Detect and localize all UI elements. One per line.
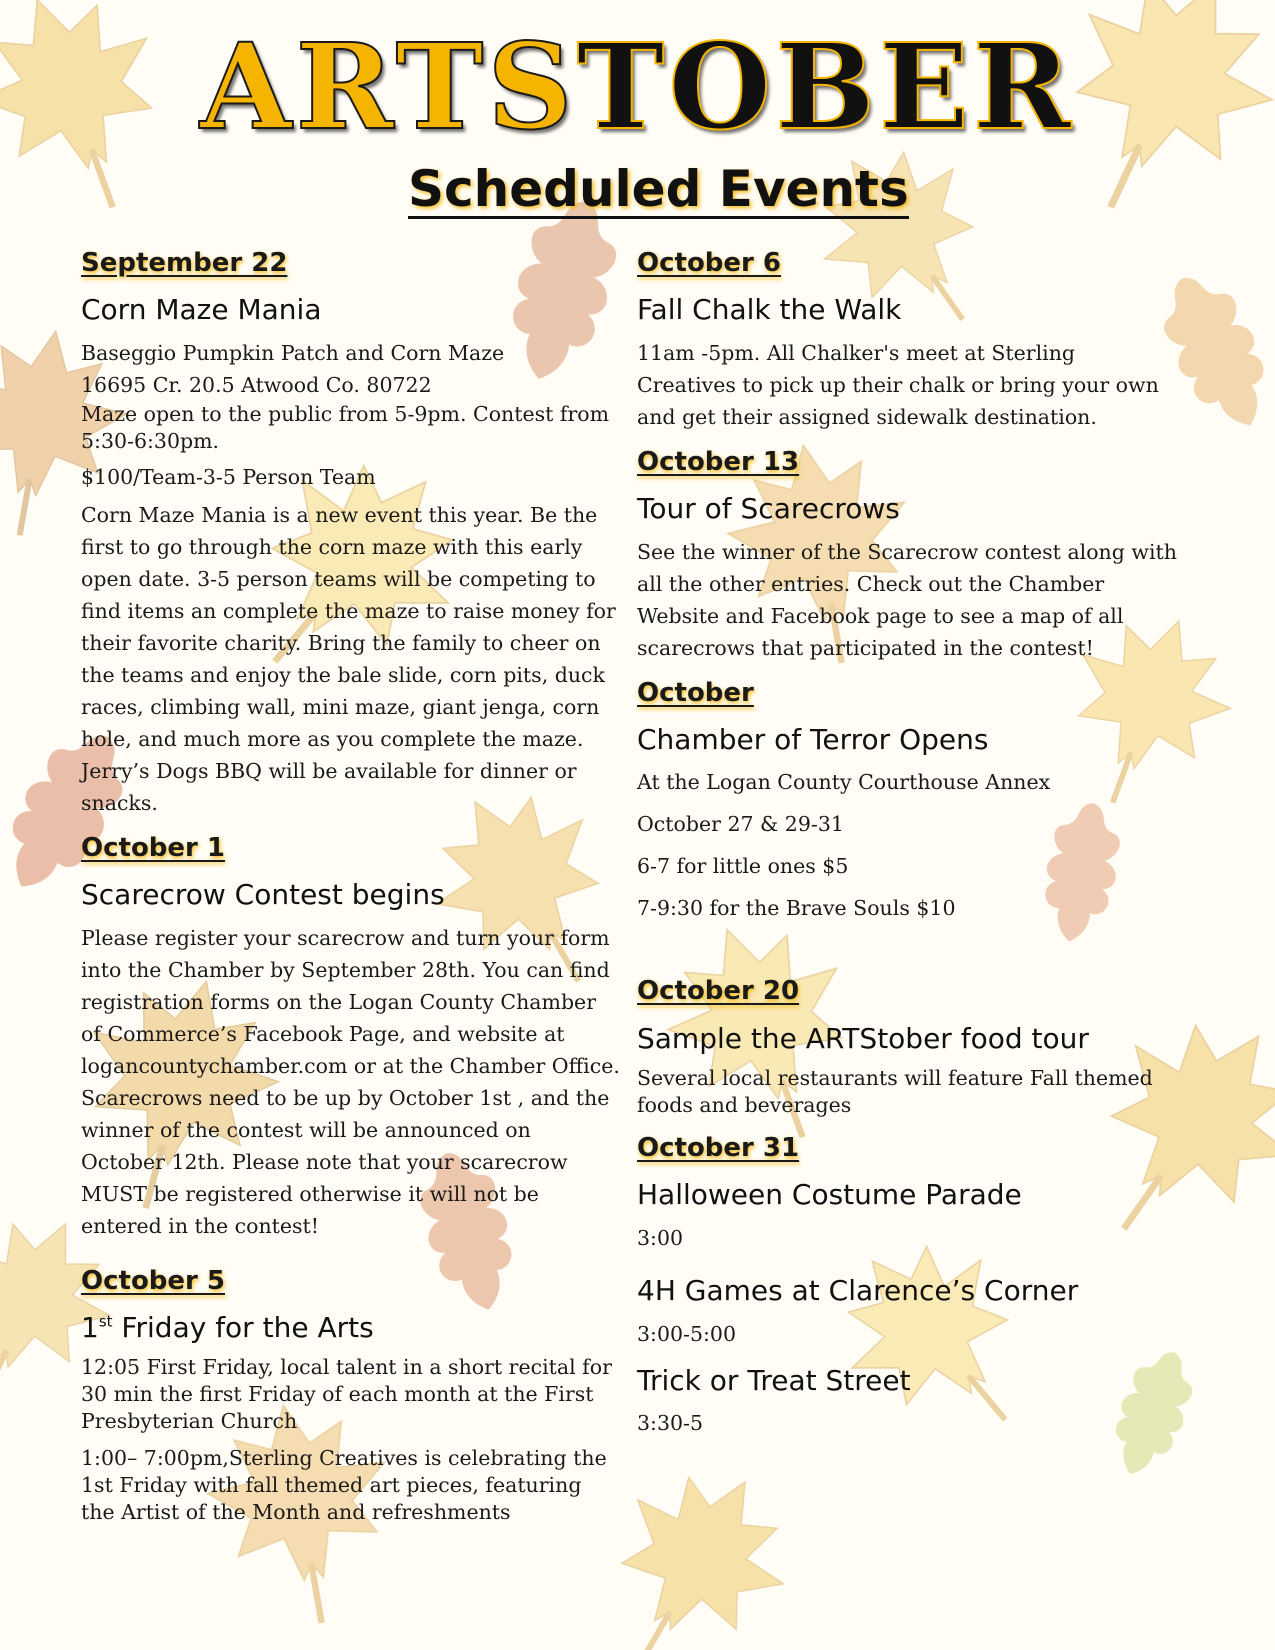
title-part-gold: ARTS <box>200 17 577 156</box>
date-heading: October 20 <box>637 976 800 1007</box>
event-price-adults: 7-9:30 for the Brave Souls $10 <box>637 896 956 921</box>
event-detail: 1:00– 7:00pm,Sterling Creatives is celebrating the 1st Friday with fall themed art pieces, featuring the Artist of the Month and refreshments <box>81 1446 607 1525</box>
event-title-rest: Friday for the Arts <box>112 1310 374 1344</box>
event-description: See the winner of the Scarecrow contest along with all the other entries. Check out the Chamber Website and Facebook page to see a map of all scarecrows that participated in the contest! <box>637 539 1177 660</box>
section-october-13 <box>637 447 1177 664</box>
event-description: 11am -5pm. All Chalker's meet at Sterling Creatives to pick up their chalk or bring your own and get their assigned sidewalk destination. <box>637 340 1159 429</box>
event-time: 3:00-5:00 <box>637 1321 736 1346</box>
event-title: Fall Chalk the Walk <box>637 293 902 327</box>
event-title-ordinal: st <box>98 1312 113 1331</box>
section-october-6 <box>637 248 1177 433</box>
event-title <box>81 1311 621 1345</box>
event-title: Trick or Treat Street <box>637 1363 911 1397</box>
section-october-31 <box>637 1133 1177 1439</box>
event-title: Sample the ARTStober food tour <box>637 1021 1089 1055</box>
event-title: Chamber of Terror Opens <box>637 722 989 756</box>
event-title: Scarecrow Contest begins <box>81 877 445 911</box>
event-location: Baseggio Pumpkin Patch and Corn Maze <box>81 340 505 365</box>
section-october-5 <box>81 1266 621 1527</box>
event-fee: $100/Team-3-5 Person Team <box>81 464 376 489</box>
date-heading: October 31 <box>637 1133 800 1164</box>
event-description: Several local restaurants will feature Fall themed foods and beverages <box>637 1066 1153 1118</box>
date-heading: October 6 <box>637 248 782 278</box>
section-october-1 <box>81 833 621 1242</box>
date-heading: September 22 <box>81 248 288 278</box>
event-description: Please register your scarecrow and turn your form into the Chamber by September 28th. You can find registration forms on the Logan County Chamber of Commerce’s Facebook Page, and website at logancountychamber.com or at the Chamber Office. Scarecrows need to be up by October 1st , and the winner of the contest will be announced on October 12th. Please note that your scarecrow MUST be registered otherwise it will not be entered in the contest! <box>81 925 620 1238</box>
event-time: 3:30-5 <box>637 1411 704 1436</box>
event-address: 16695 Cr. 20.5 Atwood Co. 80722 <box>81 372 432 397</box>
event-detail: 12:05 First Friday, local talent in a short recital for 30 min the first Friday of each month at the First Presbyterian Church <box>81 1355 612 1434</box>
event-dates: October 27 & 29-31 <box>637 812 844 837</box>
page-title <box>0 17 1275 156</box>
event-title: 4H Games at Clarence’s Corner <box>637 1273 1079 1307</box>
left-column <box>81 248 621 1526</box>
event-hours: Maze open to the public from 5-9pm. Contest from 5:30-6:30pm. <box>81 401 610 453</box>
date-heading: October 13 <box>637 446 800 477</box>
title-part-dark: TOBER <box>576 17 1075 156</box>
date-heading: October <box>637 677 754 708</box>
date-heading: October 1 <box>81 832 226 863</box>
event-title: Halloween Costume Parade <box>637 1178 1022 1212</box>
right-column <box>637 248 1177 1439</box>
event-description: Corn Maze Mania is a new event this year. Be the first to go through the corn maze with this early open date. 3-5 person teams will be competing to find items an complete the maze to raise money for their favorite charity. Bring the family to cheer on the teams and enjoy the bale slide, corn pits, duck races, climbing wall, mini maze, giant jenga, corn hole, and much more as you complete the maze. Jerry’s Dogs BBQ will be available for dinner or snacks. <box>81 502 616 815</box>
section-september-22 <box>81 248 621 819</box>
event-price-kids: 6-7 for little ones $5 <box>637 854 849 879</box>
event-title-number: 1 <box>81 1310 99 1344</box>
page-subtitle: Scheduled Events <box>408 160 909 218</box>
event-title: Tour of Scarecrows <box>637 491 900 525</box>
section-october <box>637 678 1177 925</box>
date-heading: October 5 <box>81 1265 226 1296</box>
event-time: 3:00 <box>637 1225 684 1250</box>
section-october-20 <box>637 976 1177 1119</box>
event-title: Corn Maze Mania <box>81 293 322 327</box>
event-location: At the Logan County Courthouse Annex <box>637 770 1051 795</box>
